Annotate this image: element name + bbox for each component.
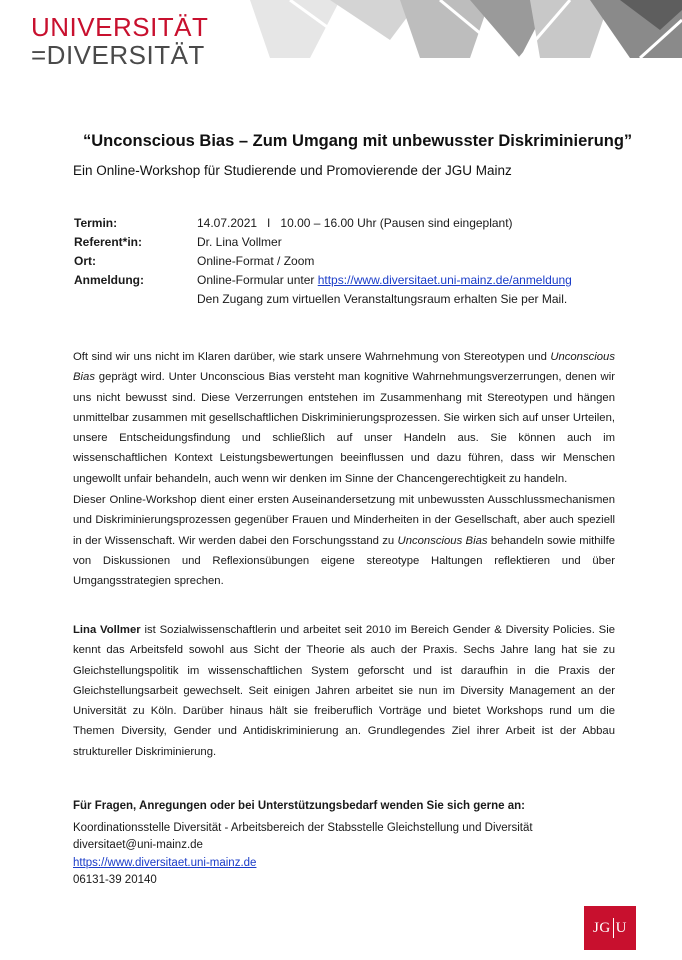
info-row-ort [74,252,637,271]
jgu-logo-right: U [615,919,627,936]
info-row-anmeldung [74,271,637,290]
anmeldung-label: Anmeldung: [74,273,144,287]
p1-text-c: geprägt wird. Unter Unconscious Bias versteht man kognitive Wahrnehmungsverzerrungen, denen wir uns nicht bewusst sind. Diese Verzerrungen entstehen im Zusammenhang mit Stereotypen und hängen unmittelbar zusammen mit gesellschaftlichen Diskriminierungsprozessen. Sie wirken sich auf unser Urteilen, unsere Entscheidungsfindung und schließlich auf unser Handeln aus. Sie können auch im wissenschaftlichen Kontext Leistungsbewertungen beeinflussen und dazu führen, dass wir Menschen ungewollt unfair behandeln, auch wenn wir denken im Sinne der Chancengerechtigkeit zu handeln. [73,371,615,485]
access-note: Den Zugang zum virtuellen Veranstaltungsraum erhalten Sie per Mail. [197,292,568,306]
speaker-bio-paragraph [73,620,615,762]
anmeldung-prefix: Online-Formular unter [197,273,318,287]
speaker-name: Lina Vollmer [73,624,141,636]
contact-website-link[interactable]: https://www.diversitaet.uni-mainz.de [73,856,257,869]
workshop-paragraph [73,490,615,591]
decorative-header-graphic [190,0,682,58]
speaker-bio-text: ist Sozialwissenschaftlerin und arbeitet seit 2010 im Bereich Gender & Diversity Policies. Sie kennt das Arbeitsfeld sowohl aus Sicht der Theorie als auch der Praxis. Sechs Jahre lang hat sie zu Gleichstellungspolitik im wissenschaftlichen System geforscht und ist daraufhin in die Praxis der Gleichstellungsarbeit gewechselt. Seit einigen Jahren arbeitet sie nun im Diversity Management an der Universität zu Köln. Darüber hinaus hält sie freiberuflich Vorträge und bietet Workshops rund um die Themen Diversity, Gender und Antidiskriminierung an. Grundlegendes Ziel ihrer Arbeit ist der Abbau struktureller Diskriminierung. [73,624,616,758]
logo-line-2: =DIVERSITÄT [31,40,205,70]
event-info [74,214,637,309]
termin-value: 14.07.2021 I 10.00 – 16.00 Uhr (Pausen sind eingeplant) [197,216,513,230]
referent-value: Dr. Lina Vollmer [197,235,282,249]
ort-value: Online-Format / Zoom [197,254,315,268]
anmeldung-value [197,271,637,290]
referent-label: Referent*in: [74,235,143,249]
empty-label [74,290,197,309]
intro-paragraph [73,347,615,489]
contact-heading: Für Fragen, Anregungen oder bei Unterstützungsbedarf wenden Sie sich gerne an: [73,800,525,812]
contact-org: Koordinationsstelle Diversität - Arbeitsbereich der Stabsstelle Gleichstellung und Diversität [73,821,533,834]
jgu-logo-divider [613,918,614,938]
p2-text-a: Dieser Online-Workshop dient einer ersten Auseinandersetzung mit unbewussten Ausschlussmechanismen und Diskriminierungsprozessen gegenüber Frauen und Minderheiten in der Gesellschaft, aber auch speziell in der Wissenschaft. Wir werden dabei den Forschungsstand zu [73,494,615,547]
jgu-logo [584,906,636,950]
contact-block [73,798,633,890]
p1-italic: Unconscious Bias [73,351,615,384]
registration-link[interactable]: https://www.diversitaet.uni-mainz.de/anmeldung [317,273,572,287]
workshop-subtitle: Ein Online-Workshop für Studierende und Promovierende der JGU Mainz [73,163,512,178]
workshop-title: “Unconscious Bias – Zum Umgang mit unbewusster Diskriminierung” [83,132,633,150]
info-row-termin [74,214,637,233]
p2-text-c: behandeln sowie mithilfe von Diskussionen und Reflexionsübungen eigene stereotype Haltungen reflektieren und über Umgangsstrategien sprechen. [73,534,615,588]
ort-label: Ort: [74,254,96,268]
jgu-logo-left: JG [592,919,611,936]
universitaet-diversitaet-logo [31,14,208,68]
contact-phone: 06131-39 20140 [73,874,157,886]
p1-text-a: Oft sind wir uns nicht im Klaren darüber, wie stark unsere Wahrnehmung von Stereotypen und [73,351,551,363]
logo-line-1: UNIVERSITÄT [31,12,209,42]
contact-email[interactable]: diversitaet@uni-mainz.de [73,839,203,851]
termin-label: Termin: [74,216,118,230]
p2-italic: Unconscious Bias [397,534,488,547]
info-row-referent [74,233,637,252]
info-row-access-note [74,290,637,309]
